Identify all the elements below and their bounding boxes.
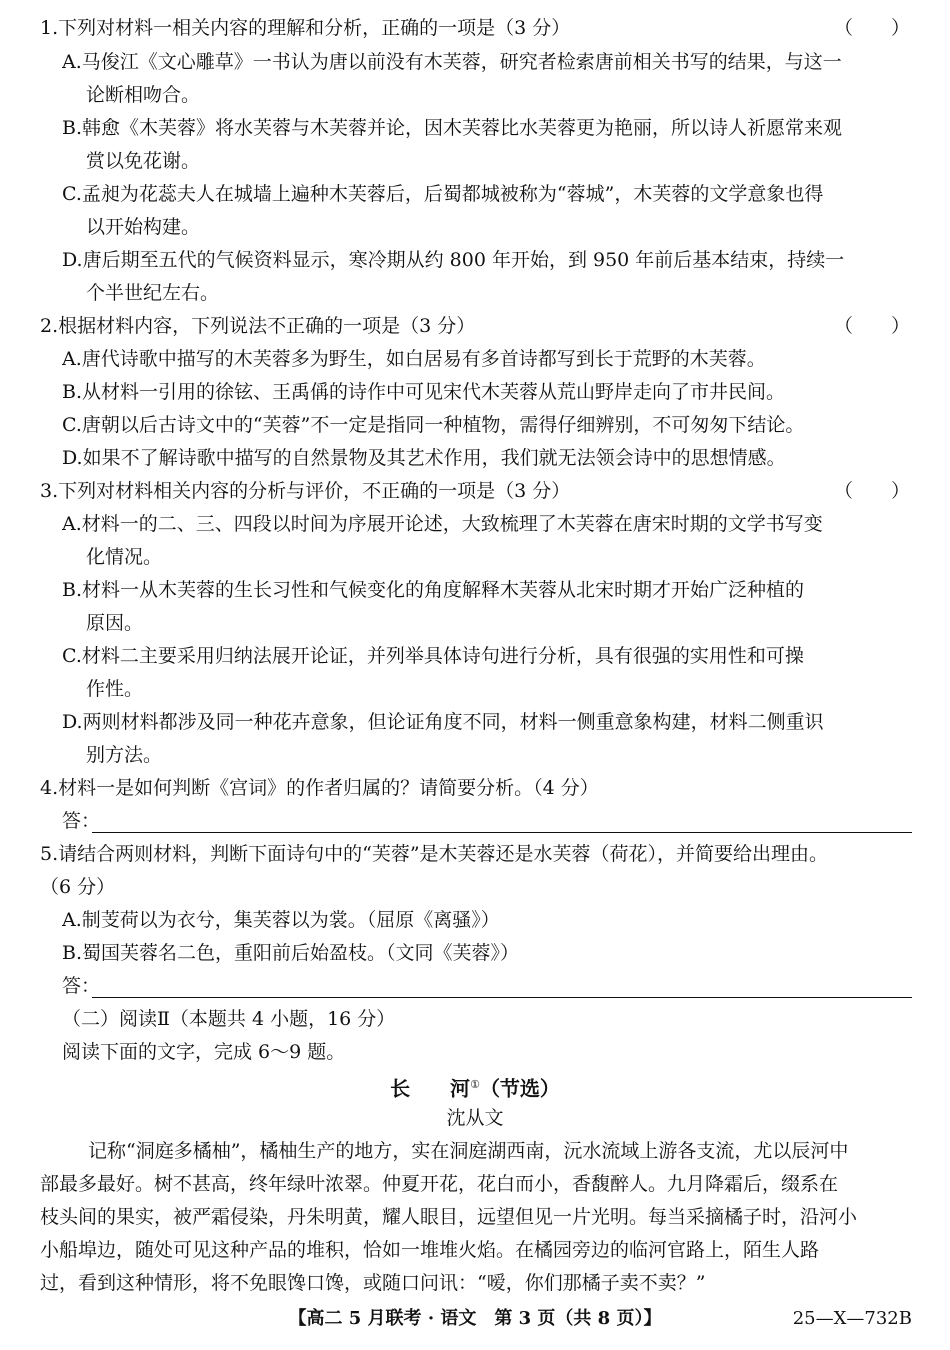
footer-exam-info: 【高二 5 月联考 · 语文 第 3 页（共 8 页）】 [288,1308,662,1329]
q1-option-b-cont: 赏以免花谢。 [86,150,201,172]
q3-answer-paren[interactable]: （ ） [833,480,910,502]
q5-stem: 5.请结合两则材料，判断下面诗句中的“芙蓉”是木芙蓉还是水芙蓉（荷花），并简要给出理由。 [40,843,829,865]
q1-stem: 1.下列对材料一相关内容的理解和分析，正确的一项是（3 分） [40,17,571,39]
section2-heading: （二）阅读Ⅱ（本题共 4 小题，16 分） [62,1008,396,1030]
passage-line-2: 部最多最好。树不甚高，终年绿叶浓翠。仲夏开花，花白而小，香馥醉人。九月降霜后，缀系在 [40,1173,839,1195]
footer-paper-code: 25—X—732B [792,1308,912,1329]
passage-line-1: 记称“洞庭多橘柚”，橘柚生产的地方，实在洞庭湖西南，沅水流域上游各支流，尤以辰河中 [88,1140,849,1162]
q2-option-c: C.唐朝以后古诗文中的“芙蓉”不一定是指同一种植物，需得仔细辨别，不可匆匆下结论。 [62,414,805,436]
q5-answer-field[interactable] [62,970,912,1002]
passage-title-footnote-mark: ① [470,1078,480,1091]
q3-option-c: C.材料二主要采用归纳法展开论证，并列举具体诗句进行分析，具有很强的实用性和可操 [62,645,804,667]
q5-line-a: A.制芰荷以为衣兮，集芙蓉以为裳。（屈原《离骚》） [62,909,500,931]
passage-title-suffix: （节选） [479,1076,560,1101]
section2-instruction: 阅读下面的文字，完成 6～9 题。 [62,1041,346,1063]
q1-option-c-cont: 以开始构建。 [86,216,201,238]
passage-line-3: 枝头间的果实，被严霜侵染，丹朱明黄，耀人眼目，远望但见一片光明。每当采摘橘子时，沿河小 [40,1206,858,1228]
q3-option-d: D.两则材料都涉及同一种花卉意象，但论证角度不同，材料一侧重意象构建，材料二侧重识 [62,711,824,733]
q5-stem-points: （6 分） [40,876,116,898]
q1-option-c: C.孟昶为花蕊夫人在城墙上遍种木芙蓉后，后蜀都城被称为“蓉城”，木芙蓉的文学意象也得 [62,183,824,205]
q4-answer-rule [92,832,912,833]
q3-option-c-cont: 作性。 [86,678,144,700]
q1-option-d-cont: 个半世纪左右。 [86,282,220,304]
q5-answer-label: 答： [62,975,101,997]
q4-stem: 4.材料一是如何判断《宫词》的作者归属的？请简要分析。（4 分） [40,777,599,799]
passage-title [0,1069,950,1105]
q2-option-a: A.唐代诗歌中描写的木芙蓉多为野生，如白居易有多首诗都写到长于荒野的木芙蓉。 [62,348,766,370]
q5-line-b: B.蜀国芙蓉名二色，重阳前后始盈枝。（文同《芙蓉》） [62,942,520,964]
q4-answer-field[interactable] [62,805,912,837]
q2-option-b: B.从材料一引用的徐铉、王禹偁的诗作中可见宋代木芙蓉从荒山野岸走向了市井民间。 [62,381,786,403]
q1-answer-paren[interactable]: （ ） [833,17,910,39]
q5-answer-rule [92,997,912,998]
passage-title-main: 长 河 [390,1076,471,1101]
q3-option-a: A.材料一的二、三、四段以时间为序展开论述，大致梳理了木芙蓉在唐宋时期的文学书写变 [62,513,823,535]
passage-author: 沈从文 [446,1107,504,1129]
q2-option-d: D.如果不了解诗歌中描写的自然景物及其艺术作用，我们就无法领会诗中的思想情感。 [62,447,786,469]
q1-option-d: D.唐后期至五代的气候资料显示，寒冷期从约 800 年开始，到 950 年前后基本结束，持续一 [62,249,845,271]
q3-option-d-cont: 别方法。 [86,744,163,766]
passage-line-5: 过，看到这种情形，将不免眼馋口馋，或随口问讯：“嗳，你们那橘子卖不卖？” [40,1272,706,1294]
q1-option-b: B.韩愈《木芙蓉》将水芙蓉与木芙蓉并论，因木芙蓉比水芙蓉更为艳丽，所以诗人祈愿常来观 [62,117,843,139]
q4-answer-label: 答： [62,810,101,832]
q2-answer-paren[interactable]: （ ） [833,315,910,337]
q3-option-b-cont: 原因。 [86,612,144,634]
q3-option-a-cont: 化情况。 [86,546,163,568]
q1-option-a-cont: 论断相吻合。 [86,84,201,106]
passage-line-4: 小船埠边，随处可见这种产品的堆积，恰如一堆堆火焰。在橘园旁边的临河官路上，陌生人路 [40,1239,820,1261]
q1-option-a: A.马俊江《文心雕草》一书认为唐以前没有木芙蓉，研究者检索唐前相关书写的结果，与这一 [62,51,842,73]
q3-stem: 3.下列对材料相关内容的分析与评价，不正确的一项是（3 分） [40,480,571,502]
q2-stem: 2.根据材料内容，下列说法不正确的一项是（3 分） [40,315,476,337]
q3-option-b: B.材料一从木芙蓉的生长习性和气候变化的角度解释木芙蓉从北宋时期才开始广泛种植的 [62,579,805,601]
